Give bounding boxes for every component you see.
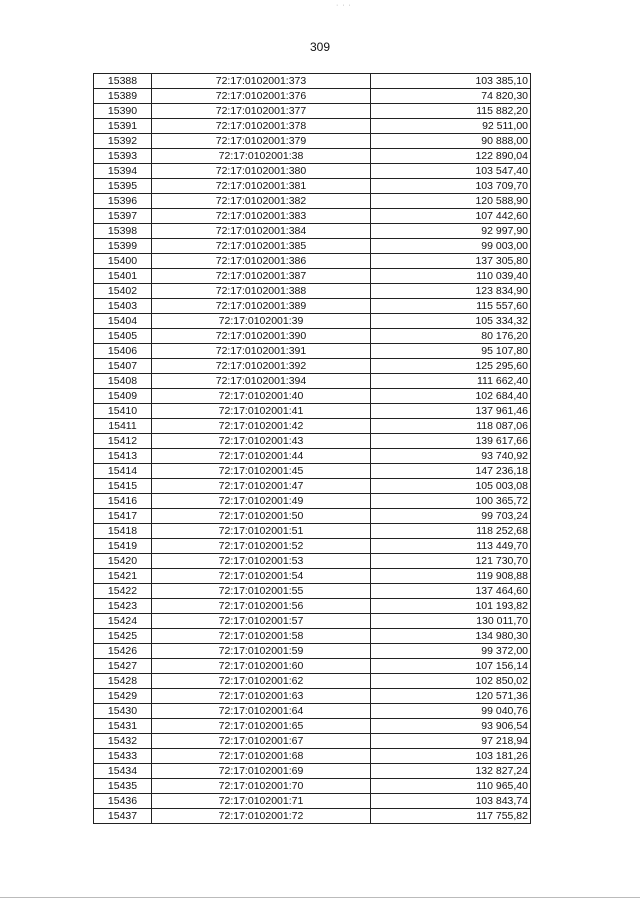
table-row xyxy=(94,644,531,659)
row-number-cell: 15422 xyxy=(94,584,152,599)
amount-cell: 115 557,60 xyxy=(371,299,531,314)
amount-cell: 121 730,70 xyxy=(371,554,531,569)
table-row xyxy=(94,359,531,374)
row-number-cell: 15410 xyxy=(94,404,152,419)
amount-cell: 137 464,60 xyxy=(371,584,531,599)
amount-cell: 115 882,20 xyxy=(371,104,531,119)
cadastral-number-cell: 72:17:0102001:377 xyxy=(152,104,371,119)
cadastral-number-cell: 72:17:0102001:376 xyxy=(152,89,371,104)
row-number-cell: 15420 xyxy=(94,554,152,569)
row-number-cell: 15401 xyxy=(94,269,152,284)
table-row xyxy=(94,239,531,254)
row-number-cell: 15433 xyxy=(94,749,152,764)
amount-cell: 118 087,06 xyxy=(371,419,531,434)
table-row xyxy=(94,449,531,464)
amount-cell: 132 827,24 xyxy=(371,764,531,779)
table-row xyxy=(94,704,531,719)
amount-cell: 93 906,54 xyxy=(371,719,531,734)
row-number-cell: 15409 xyxy=(94,389,152,404)
amount-cell: 103 709,70 xyxy=(371,179,531,194)
table-row xyxy=(94,254,531,269)
row-number-cell: 15437 xyxy=(94,809,152,824)
cadastral-number-cell: 72:17:0102001:385 xyxy=(152,239,371,254)
amount-cell: 103 843,74 xyxy=(371,794,531,809)
row-number-cell: 15415 xyxy=(94,479,152,494)
table-row xyxy=(94,134,531,149)
amount-cell: 107 442,60 xyxy=(371,209,531,224)
amount-cell: 95 107,80 xyxy=(371,344,531,359)
table-row xyxy=(94,329,531,344)
cadastral-number-cell: 72:17:0102001:373 xyxy=(152,74,371,89)
amount-cell: 118 252,68 xyxy=(371,524,531,539)
amount-cell: 137 305,80 xyxy=(371,254,531,269)
table-row xyxy=(94,344,531,359)
table-row xyxy=(94,779,531,794)
scan-artifact-mark: · · · xyxy=(336,2,352,9)
table-row xyxy=(94,734,531,749)
cadastral-number-cell: 72:17:0102001:41 xyxy=(152,404,371,419)
cadastral-number-cell: 72:17:0102001:59 xyxy=(152,644,371,659)
table-row xyxy=(94,179,531,194)
amount-cell: 90 888,00 xyxy=(371,134,531,149)
cadastral-number-cell: 72:17:0102001:384 xyxy=(152,224,371,239)
table-row xyxy=(94,554,531,569)
cadastral-number-cell: 72:17:0102001:391 xyxy=(152,344,371,359)
row-number-cell: 15411 xyxy=(94,419,152,434)
cadastral-table xyxy=(93,73,530,824)
amount-cell: 105 334,32 xyxy=(371,314,531,329)
amount-cell: 99 703,24 xyxy=(371,509,531,524)
cadastral-number-cell: 72:17:0102001:58 xyxy=(152,629,371,644)
row-number-cell: 15393 xyxy=(94,149,152,164)
row-number-cell: 15396 xyxy=(94,194,152,209)
row-number-cell: 15403 xyxy=(94,299,152,314)
table-row xyxy=(94,509,531,524)
table-row xyxy=(94,104,531,119)
cadastral-number-cell: 72:17:0102001:383 xyxy=(152,209,371,224)
table-row xyxy=(94,584,531,599)
row-number-cell: 15412 xyxy=(94,434,152,449)
table-row xyxy=(94,539,531,554)
table-row xyxy=(94,209,531,224)
amount-cell: 80 176,20 xyxy=(371,329,531,344)
row-number-cell: 15408 xyxy=(94,374,152,389)
table-row xyxy=(94,89,531,104)
table-row xyxy=(94,764,531,779)
row-number-cell: 15418 xyxy=(94,524,152,539)
cadastral-number-cell: 72:17:0102001:378 xyxy=(152,119,371,134)
row-number-cell: 15390 xyxy=(94,104,152,119)
cadastral-number-cell: 72:17:0102001:72 xyxy=(152,809,371,824)
amount-cell: 74 820,30 xyxy=(371,89,531,104)
cadastral-number-cell: 72:17:0102001:394 xyxy=(152,374,371,389)
cadastral-number-cell: 72:17:0102001:60 xyxy=(152,659,371,674)
row-number-cell: 15389 xyxy=(94,89,152,104)
cadastral-number-cell: 72:17:0102001:379 xyxy=(152,134,371,149)
cadastral-number-cell: 72:17:0102001:387 xyxy=(152,269,371,284)
cadastral-number-cell: 72:17:0102001:38 xyxy=(152,149,371,164)
table-body xyxy=(94,74,531,824)
row-number-cell: 15430 xyxy=(94,704,152,719)
row-number-cell: 15419 xyxy=(94,539,152,554)
amount-cell: 147 236,18 xyxy=(371,464,531,479)
row-number-cell: 15392 xyxy=(94,134,152,149)
table-row xyxy=(94,119,531,134)
amount-cell: 99 003,00 xyxy=(371,239,531,254)
cadastral-number-cell: 72:17:0102001:53 xyxy=(152,554,371,569)
amount-cell: 120 588,90 xyxy=(371,194,531,209)
cadastral-number-cell: 72:17:0102001:71 xyxy=(152,794,371,809)
table-row xyxy=(94,494,531,509)
row-number-cell: 15399 xyxy=(94,239,152,254)
amount-cell: 117 755,82 xyxy=(371,809,531,824)
table-row xyxy=(94,674,531,689)
cadastral-number-cell: 72:17:0102001:390 xyxy=(152,329,371,344)
row-number-cell: 15414 xyxy=(94,464,152,479)
table-row xyxy=(94,689,531,704)
page-number: 309 xyxy=(309,40,331,54)
cadastral-number-cell: 72:17:0102001:39 xyxy=(152,314,371,329)
amount-cell: 105 003,08 xyxy=(371,479,531,494)
table-row xyxy=(94,164,531,179)
row-number-cell: 15400 xyxy=(94,254,152,269)
row-number-cell: 15435 xyxy=(94,779,152,794)
amount-cell: 119 908,88 xyxy=(371,569,531,584)
cadastral-number-cell: 72:17:0102001:47 xyxy=(152,479,371,494)
table-row xyxy=(94,74,531,89)
amount-cell: 134 980,30 xyxy=(371,629,531,644)
row-number-cell: 15395 xyxy=(94,179,152,194)
row-number-cell: 15425 xyxy=(94,629,152,644)
table-row xyxy=(94,224,531,239)
row-number-cell: 15406 xyxy=(94,344,152,359)
cadastral-number-cell: 72:17:0102001:52 xyxy=(152,539,371,554)
amount-cell: 120 571,36 xyxy=(371,689,531,704)
amount-cell: 103 385,10 xyxy=(371,74,531,89)
cadastral-number-cell: 72:17:0102001:381 xyxy=(152,179,371,194)
table-row xyxy=(94,149,531,164)
amount-cell: 99 372,00 xyxy=(371,644,531,659)
table-row xyxy=(94,599,531,614)
table-row xyxy=(94,194,531,209)
row-number-cell: 15397 xyxy=(94,209,152,224)
row-number-cell: 15424 xyxy=(94,614,152,629)
row-number-cell: 15421 xyxy=(94,569,152,584)
cadastral-number-cell: 72:17:0102001:45 xyxy=(152,464,371,479)
row-number-cell: 15434 xyxy=(94,764,152,779)
row-number-cell: 15428 xyxy=(94,674,152,689)
row-number-cell: 15417 xyxy=(94,509,152,524)
table-row xyxy=(94,299,531,314)
page-bottom-edge xyxy=(0,897,640,898)
table-row xyxy=(94,464,531,479)
amount-cell: 102 850,02 xyxy=(371,674,531,689)
table-row xyxy=(94,614,531,629)
cadastral-number-cell: 72:17:0102001:65 xyxy=(152,719,371,734)
row-number-cell: 15436 xyxy=(94,794,152,809)
cadastral-number-cell: 72:17:0102001:43 xyxy=(152,434,371,449)
table-row xyxy=(94,479,531,494)
cadastral-number-cell: 72:17:0102001:55 xyxy=(152,584,371,599)
cadastral-number-cell: 72:17:0102001:63 xyxy=(152,689,371,704)
row-number-cell: 15427 xyxy=(94,659,152,674)
amount-cell: 103 181,26 xyxy=(371,749,531,764)
cadastral-number-cell: 72:17:0102001:57 xyxy=(152,614,371,629)
amount-cell: 122 890,04 xyxy=(371,149,531,164)
table-row xyxy=(94,434,531,449)
table-row xyxy=(94,419,531,434)
row-number-cell: 15402 xyxy=(94,284,152,299)
cadastral-number-cell: 72:17:0102001:50 xyxy=(152,509,371,524)
table-row xyxy=(94,809,531,824)
table-row xyxy=(94,524,531,539)
table-row xyxy=(94,719,531,734)
table-row xyxy=(94,794,531,809)
row-number-cell: 15398 xyxy=(94,224,152,239)
table-row xyxy=(94,404,531,419)
amount-cell: 92 511,00 xyxy=(371,119,531,134)
row-number-cell: 15404 xyxy=(94,314,152,329)
table-row xyxy=(94,629,531,644)
row-number-cell: 15432 xyxy=(94,734,152,749)
row-number-cell: 15391 xyxy=(94,119,152,134)
row-number-cell: 15426 xyxy=(94,644,152,659)
amount-cell: 113 449,70 xyxy=(371,539,531,554)
cadastral-number-cell: 72:17:0102001:44 xyxy=(152,449,371,464)
table-row xyxy=(94,374,531,389)
cadastral-number-cell: 72:17:0102001:56 xyxy=(152,599,371,614)
cadastral-number-cell: 72:17:0102001:382 xyxy=(152,194,371,209)
amount-cell: 103 547,40 xyxy=(371,164,531,179)
cadastral-number-cell: 72:17:0102001:380 xyxy=(152,164,371,179)
cadastral-number-cell: 72:17:0102001:69 xyxy=(152,764,371,779)
table-row xyxy=(94,659,531,674)
amount-cell: 123 834,90 xyxy=(371,284,531,299)
amount-cell: 110 039,40 xyxy=(371,269,531,284)
row-number-cell: 15388 xyxy=(94,74,152,89)
amount-cell: 130 011,70 xyxy=(371,614,531,629)
table-row xyxy=(94,314,531,329)
cadastral-number-cell: 72:17:0102001:70 xyxy=(152,779,371,794)
table-row xyxy=(94,569,531,584)
table-row xyxy=(94,269,531,284)
amount-cell: 139 617,66 xyxy=(371,434,531,449)
row-number-cell: 15431 xyxy=(94,719,152,734)
amount-cell: 125 295,60 xyxy=(371,359,531,374)
amount-cell: 92 997,90 xyxy=(371,224,531,239)
amount-cell: 97 218,94 xyxy=(371,734,531,749)
row-number-cell: 15423 xyxy=(94,599,152,614)
amount-cell: 102 684,40 xyxy=(371,389,531,404)
cadastral-number-cell: 72:17:0102001:388 xyxy=(152,284,371,299)
cadastral-number-cell: 72:17:0102001:40 xyxy=(152,389,371,404)
amount-cell: 101 193,82 xyxy=(371,599,531,614)
amount-cell: 99 040,76 xyxy=(371,704,531,719)
cadastral-number-cell: 72:17:0102001:68 xyxy=(152,749,371,764)
table-row xyxy=(94,284,531,299)
cadastral-number-cell: 72:17:0102001:42 xyxy=(152,419,371,434)
amount-cell: 100 365,72 xyxy=(371,494,531,509)
amount-cell: 110 965,40 xyxy=(371,779,531,794)
cadastral-number-cell: 72:17:0102001:62 xyxy=(152,674,371,689)
row-number-cell: 15429 xyxy=(94,689,152,704)
cadastral-number-cell: 72:17:0102001:64 xyxy=(152,704,371,719)
row-number-cell: 15407 xyxy=(94,359,152,374)
row-number-cell: 15405 xyxy=(94,329,152,344)
amount-cell: 107 156,14 xyxy=(371,659,531,674)
cadastral-number-cell: 72:17:0102001:54 xyxy=(152,569,371,584)
row-number-cell: 15416 xyxy=(94,494,152,509)
row-number-cell: 15394 xyxy=(94,164,152,179)
cadastral-number-cell: 72:17:0102001:389 xyxy=(152,299,371,314)
cadastral-number-cell: 72:17:0102001:392 xyxy=(152,359,371,374)
cadastral-number-cell: 72:17:0102001:51 xyxy=(152,524,371,539)
cadastral-number-cell: 72:17:0102001:67 xyxy=(152,734,371,749)
table-row xyxy=(94,389,531,404)
amount-cell: 111 662,40 xyxy=(371,374,531,389)
table-row xyxy=(94,749,531,764)
cadastral-number-cell: 72:17:0102001:49 xyxy=(152,494,371,509)
row-number-cell: 15413 xyxy=(94,449,152,464)
amount-cell: 93 740,92 xyxy=(371,449,531,464)
cadastral-number-cell: 72:17:0102001:386 xyxy=(152,254,371,269)
amount-cell: 137 961,46 xyxy=(371,404,531,419)
